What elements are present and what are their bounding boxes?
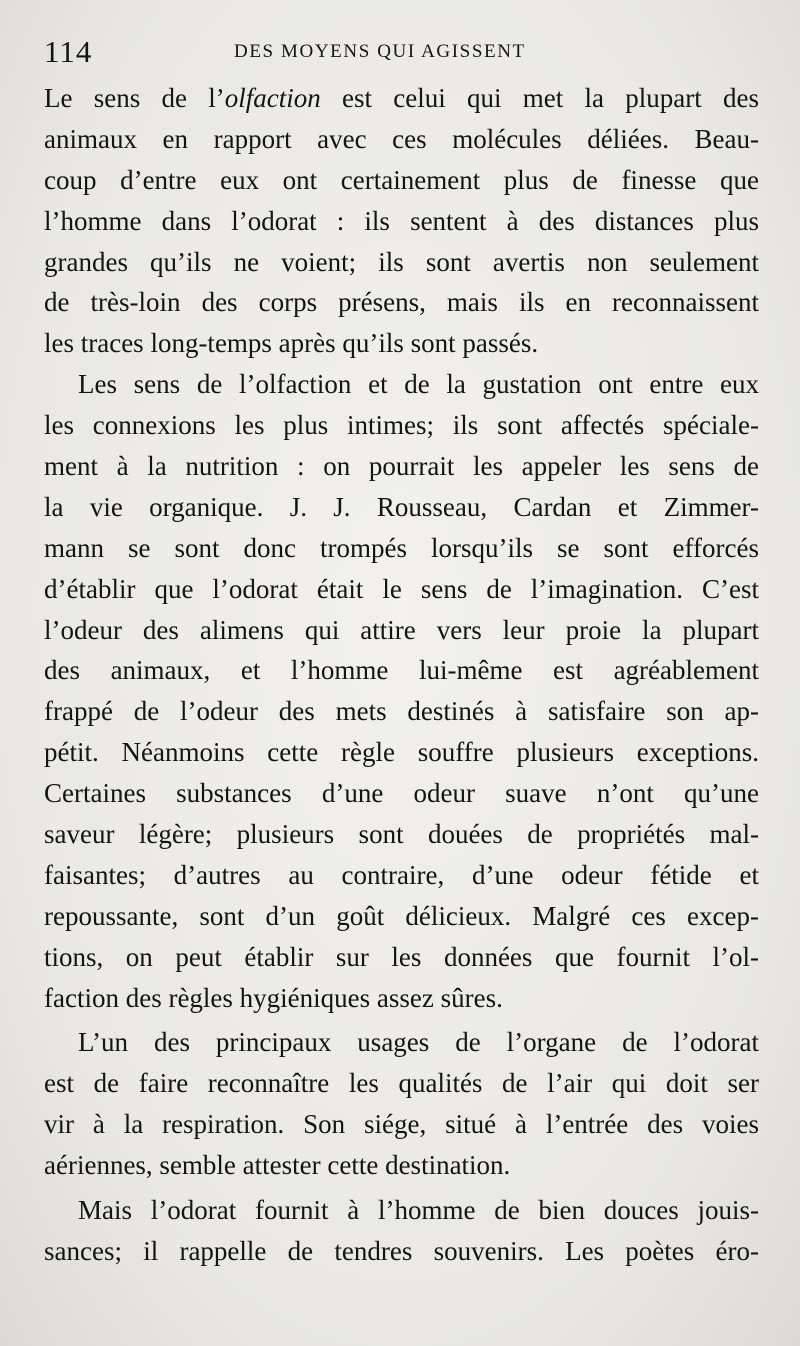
text-line: les traces long-temps après qu’ils sont passés. (44, 328, 539, 359)
text-line: repoussante, sont d’un goût délicieux. Malgré ces excep- (44, 900, 759, 931)
text-line: l’homme dans l’odorat : ils sentent à des distances plus (44, 205, 759, 236)
text-line: est de faire reconnaître les qualités de l’air qui doit ser (44, 1068, 759, 1099)
text-line: aériennes, semble attester cette destination. (44, 1150, 511, 1181)
text-line: ment à la nutrition : on pourrait les appeler les sens de (44, 451, 759, 482)
text-line: frappé de l’odeur des mets destinés à satisfaire son ap- (44, 696, 759, 727)
text-line: mann se sont donc trompés lorsqu’ils se sont efforcés (44, 532, 759, 563)
text-line: des animaux, et l’homme lui-même est agréablement (44, 655, 759, 686)
text-line: grandes qu’ils ne voient; ils sont avertis non seulement (44, 246, 759, 277)
running-head: DES MOYENS QUI AGISSENT (234, 41, 526, 62)
text-line: faction des règles hygiéniques assez sûres. (44, 982, 503, 1013)
text-line: Certaines substances d’une odeur suave n’ont qu’une (44, 778, 759, 809)
text-line: de très-loin des corps présens, mais ils en reconnaissent (44, 287, 759, 318)
text-line: animaux en rapport avec ces molécules déliées. Beau- (44, 123, 759, 154)
text-line: pétit. Néanmoins cette règle souffre plusieurs exceptions. (44, 737, 759, 768)
text-line: l’odeur des alimens qui attire vers leur proie la plupart (44, 614, 759, 645)
text-line: Les sens de l’olfaction et de la gustation ont entre eux (78, 369, 759, 400)
text-line: les connexions les plus intimes; ils sont affectés spéciale- (44, 410, 759, 441)
italic-term: olfaction (224, 83, 321, 113)
text-line: d’établir que l’odorat était le sens de l’imagination. C’est (44, 573, 759, 604)
text-line: Le sens de l’olfaction est celui qui met la plupart des (44, 83, 759, 113)
text-line: faisantes; d’autres au contraire, d’une odeur fétide et (44, 859, 759, 890)
text-line: tions, on peut établir sur les données que fournit l’ol- (44, 941, 759, 972)
text-line: sances; il rappelle de tendres souvenirs. Les poètes éro- (44, 1235, 759, 1266)
page-header (40, 34, 760, 70)
page-number: 114 (44, 34, 93, 69)
text-line: coup d’entre eux ont certainement plus de finesse que (44, 164, 759, 195)
text-line: saveur légère; plusieurs sont douées de propriétés mal- (44, 819, 759, 850)
text-line: L’un des principaux usages de l’organe de l’odorat (78, 1027, 759, 1058)
body-text (44, 78, 759, 1272)
text-line: Mais l’odorat fournit à l’homme de bien douces jouis- (78, 1195, 759, 1226)
text-line: vir à la respiration. Son siége, situé à l’entrée des voies (44, 1109, 759, 1140)
text-line: la vie organique. J. J. Rousseau, Cardan et Zimmer- (44, 491, 759, 522)
